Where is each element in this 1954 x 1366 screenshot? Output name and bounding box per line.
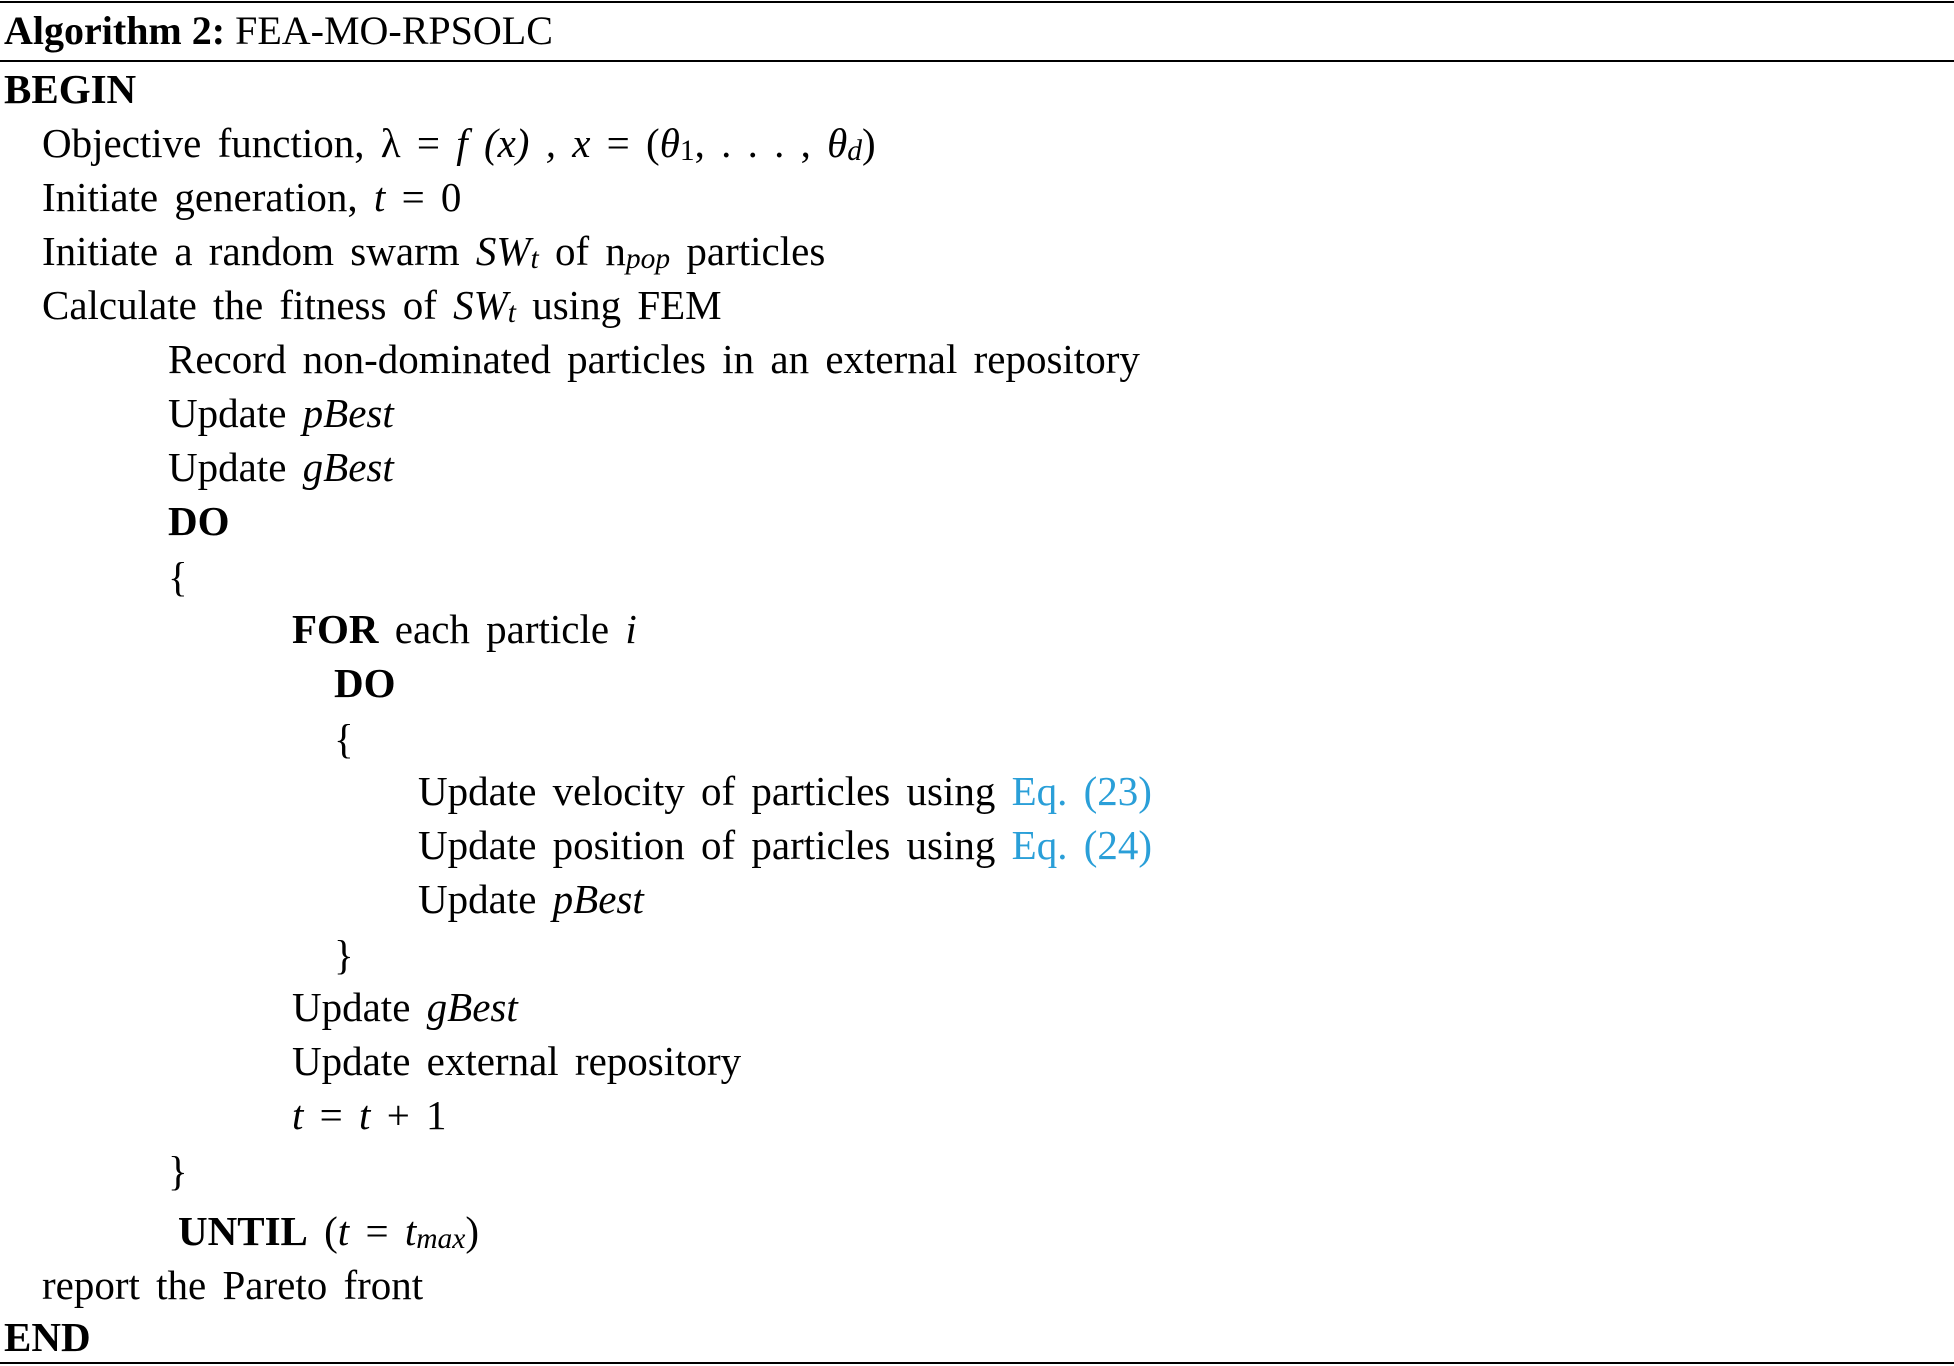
- do-outer-keyword: DO: [168, 498, 230, 544]
- update-gbest-outer-line: Update gBest: [292, 984, 518, 1030]
- header-rule: [0, 60, 1954, 62]
- do-inner-keyword: DO: [334, 660, 396, 706]
- brace-close-outer: }: [168, 1148, 188, 1194]
- until-line: UNTIL $(t = t_{max})$: [178, 1208, 480, 1255]
- brace-open-inner: {: [334, 716, 354, 762]
- eq-24-link[interactable]: Eq. (24): [1011, 822, 1153, 868]
- brace-close-inner: }: [334, 932, 354, 978]
- update-velocity-line: Update velocity of particles using Eq. (23): [418, 768, 1152, 814]
- t-increment-line: t = t + 1: [292, 1092, 447, 1138]
- algorithm-label: Algorithm 2:: [4, 8, 226, 53]
- algorithm-header: [4, 6, 553, 56]
- record-line: Record non-dominated particles in an external repository: [168, 336, 1140, 382]
- calc-fitness-line: Calculate the fitness of $SW_t$ using FEM: [42, 282, 722, 329]
- report-line: report the Pareto front: [42, 1262, 424, 1308]
- brace-open-outer: {: [168, 554, 188, 600]
- eq-23-link[interactable]: Eq. (23): [1011, 768, 1152, 814]
- for-each-line: FOR each particle i: [292, 606, 637, 652]
- update-position-line: Update position of particles using Eq. (24): [418, 822, 1153, 868]
- update-pbest-line: Update pBest: [168, 390, 394, 436]
- end-keyword: END: [4, 1314, 91, 1360]
- init-generation-line: Initiate generation, t = 0: [42, 174, 462, 220]
- algorithm-name: FEA-MO-RPSOLC: [235, 8, 553, 53]
- begin-keyword: BEGIN: [4, 66, 137, 112]
- update-pbest-inner-line: Update pBest: [418, 876, 644, 922]
- update-gbest-line: Update gBest: [168, 444, 394, 490]
- bottom-rule: [0, 1362, 1954, 1364]
- init-swarm-line: Initiate a random swarm $SW_t$ of $n_{pop}$ particles: [42, 228, 826, 275]
- top-rule: [0, 1, 1954, 3]
- objective-line: Objective function, λ = f (x) , $x = (\theta_1$, . . . , $\theta_d$): [42, 120, 876, 167]
- update-repository-line: Update external repository: [292, 1038, 742, 1084]
